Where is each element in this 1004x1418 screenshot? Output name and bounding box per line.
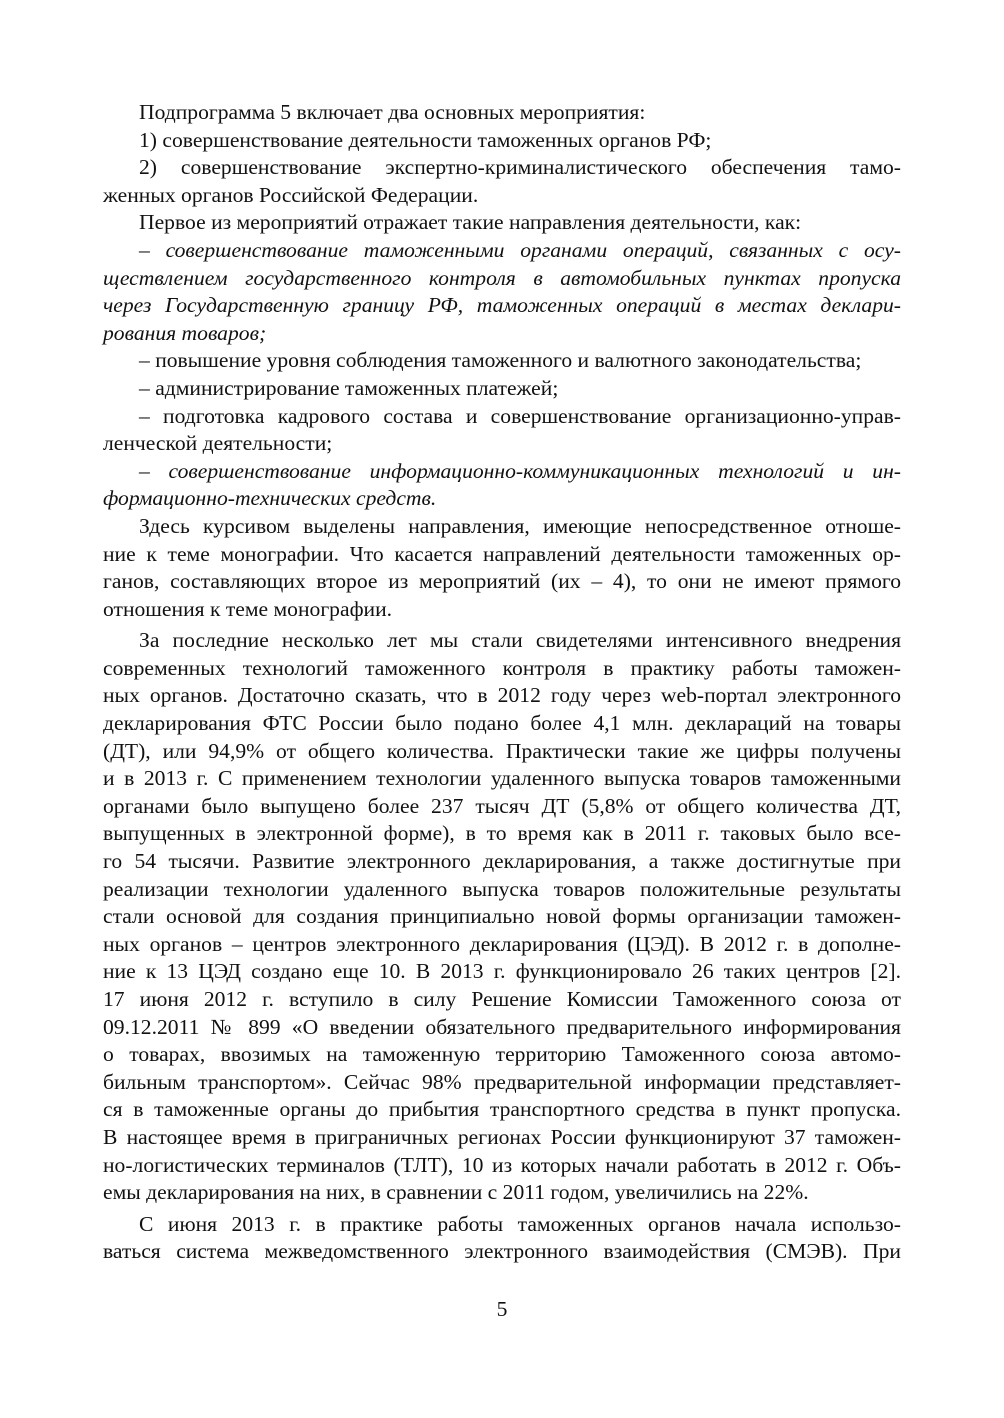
text-line: – повышение уровня соблюдения таможенного и валютного законодательства; [139, 348, 862, 373]
italic-text-line: – совершенствование таможенными органами операций, связанных с осу- [139, 237, 901, 262]
italic-text-line: формационно-технических средств. [103, 486, 437, 511]
text-line: Первое из мероприятий отражает такие направления деятельности, как: [139, 210, 802, 235]
text-line: отношения к теме монографии. [103, 596, 393, 621]
text-line: (ДТ), или 94,9% от общего количества. Практически такие же цифры получены [103, 738, 901, 763]
text-line: и в 2013 г. С применением технологии удаленного выпуска товаров таможенными [103, 766, 901, 791]
text-line: о товарах, ввозимых на таможенную территорию Таможенного союза автомо- [103, 1042, 901, 1067]
text-line: ганов, составляющих второе из мероприятий (их – 4), то они не имеют прямого [103, 569, 901, 594]
text-line: ние к теме монографии. Что касается направлений деятельности таможенных ор- [103, 541, 901, 566]
italic-text-line: рования товаров; [103, 320, 267, 345]
text-line: органами было выпущено более 237 тысяч ДТ (5,8% от общего количества ДТ, [103, 793, 901, 818]
text-line: За последние несколько лет мы стали свидетелями интенсивного внедрения [139, 628, 901, 653]
text-line: женных органов Российской Федерации. [103, 182, 479, 207]
text-line: но-логистических терминалов (ТЛТ), 10 из которых начали работать в 2012 г. Объ- [103, 1152, 901, 1177]
text-line: емы декларирования на них, в сравнении с 2011 годом, увеличились на 22%. [103, 1180, 809, 1205]
text-line: – подготовка кадрового состава и совершенствование организационно-управ- [139, 403, 901, 428]
text-line: 09.12.2011 № 899 «О введении обязательного предварительного информирования [103, 1014, 901, 1039]
text-line: 1) совершенствование деятельности таможенных органов РФ; [139, 127, 712, 152]
text-line: 17 июня 2012 г. вступило в силу Решение Комиссии Таможенного союза от [103, 987, 901, 1011]
text-line: го 54 тысячи. Развитие электронного декларирования, а также достигнутые при [103, 849, 901, 874]
italic-text-line: – совершенствование информационно-коммуникационных технологий и ин- [139, 458, 901, 483]
text-line: стали основой для создания принципиально новой формы организации таможен- [103, 904, 901, 929]
text-line: бильным транспортом». Сейчас 98% предварительной информации представляет- [103, 1069, 901, 1094]
text-line: Здесь курсивом выделены направления, имеющие непосредственное отноше- [139, 513, 901, 538]
text-line: декларирования ФТС России было подано более 4,1 млн. деклараций на товары [103, 711, 901, 736]
text-line: Подпрограмма 5 включает два основных мероприятия: [139, 100, 646, 124]
italic-text-line: через Государственную границу РФ, таможенных операций в местах деклари- [103, 293, 901, 318]
text-line: ваться система межведомственного электронного взаимодействия (СМЭВ). При [103, 1239, 901, 1264]
text-line: 2) совершенствование экспертно-криминалистического обеспечения тамо- [139, 155, 901, 180]
text-line: ся в таможенные органы до прибытия транспортного средства в пункт пропуска. [103, 1097, 901, 1122]
text-line: ных органов. Достаточно сказать, что в 2012 году через web-портал электронного [103, 683, 901, 708]
text-line: С июня 2013 г. в практике работы таможенных органов начала использо- [139, 1211, 901, 1236]
text-line: современных технологий таможенного контроля в практику работы таможен- [103, 655, 901, 680]
text-line: – администрирование таможенных платежей; [139, 375, 559, 400]
text-line: реализации технологии удаленного выпуска товаров положительные результаты [103, 876, 901, 901]
text-line: ных органов – центров электронного декларирования (ЦЭД). В 2012 г. в дополне- [103, 931, 901, 956]
italic-text-line: ществлением государственного контроля в автомобильных пунктах пропуска [103, 265, 901, 290]
text-line: ние к 13 ЦЭД создано еще 10. В 2013 г. функционировало 26 таких центров [2]. [103, 959, 901, 984]
page-number: 5 [496, 1297, 508, 1321]
text-line: выпущенных в электронной форме), в то время как в 2011 г. таковых было все- [103, 821, 901, 846]
document-page-body [103, 99, 901, 1266]
text-line: ленческой деятельности; [103, 431, 333, 456]
text-line: В настоящее время в приграничных регионах России функционируют 37 таможен- [103, 1124, 901, 1149]
